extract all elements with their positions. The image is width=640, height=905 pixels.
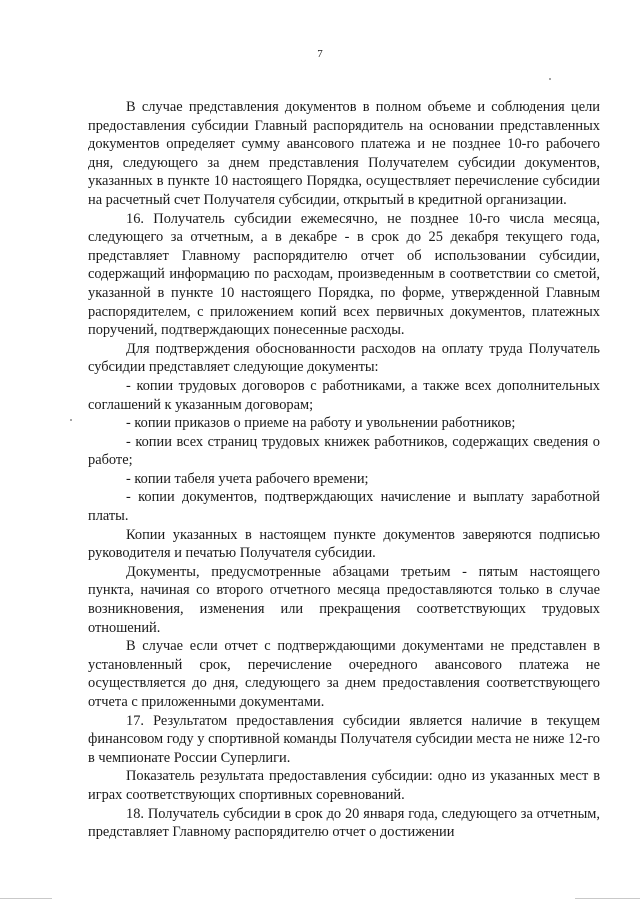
list-item-timesheet: - копии табеля учета рабочего времени;: [126, 470, 369, 487]
scan-edge-line: [575, 898, 640, 899]
paragraph-certification: Копии указанных в настоящем пункте документов заверяются подписью руководителя и печатью Получателя субсидии.: [88, 526, 600, 562]
paragraph-item-17: 17. Результатом предоставления субсидии является наличие в текущем финансовом году у спортивной команды Получателя субсидии места не ниже 12-го в чемпионате России Суперлиги.: [88, 712, 600, 766]
paragraph-advance-payment: В случае представления документов в полном объеме и соблюдения цели предоставления субсидии Главный распорядитель на основании представленных документов определяет сумму авансового платежа и не позднее 10-го рабочего дня, следующего за днем представления Получателем субсидии документов, указанных в пункте 10 настоящего Порядка, осуществляет перечисление субсидии на расчетный счет Получателя субсидии, открытый в кредитной организации.: [88, 99, 600, 208]
list-item-labor-contracts: - копии трудовых договоров с работниками, а также всех дополнительных соглашений к указанным договорам;: [88, 377, 600, 413]
paragraph-labor-costs: Для подтверждения обоснованности расходов на оплату труда Получатель субсидии представляет следующие документы:: [88, 340, 600, 376]
paragraph-report-deadline: В случае если отчет с подтверждающими документами не представлен в установленный срок, перечисление очередного авансового платежа не осуществляется до дня, следующего за днем предоставления соответствующего отчета с приложенными документами.: [88, 638, 600, 710]
scan-speck: [549, 78, 551, 80]
document-body: [88, 98, 600, 842]
list-item-work-record-books: - копии всех страниц трудовых книжек работников, содержащих сведения о работе;: [88, 433, 600, 469]
paragraph-item-16: 16. Получатель субсидии ежемесячно, не позднее 10-го числа месяца, следующего за отчетным, а в декабре - в срок до 25 декабря текущего года, представляет Главному распорядителю отчет об использовании субсидии, содержащий информацию по расходам, произведенным в соответствии со сметой, указанной в пункте 10 настоящего Порядка, по форме, утвержденной Главным распорядителем, с приложением копий всех первичных документов, платежных поручений, подтверждающих понесенные расходы.: [88, 210, 600, 339]
paragraph-result-indicator: Показатель результата предоставления субсидии: одно из указанных мест в играх соответствующих спортивных соревнований.: [88, 768, 600, 803]
page-number: 7: [317, 48, 323, 60]
list-item-payroll-documents: - копии документов, подтверждающих начисление и выплату заработной платы.: [88, 489, 600, 525]
list-item-hiring-orders: - копии приказов о приеме на работу и увольнении работников;: [126, 415, 516, 432]
paragraph-item-18: 18. Получатель субсидии в срок до 20 января года, следующего за отчетным, представляет Главному распорядителю отчет о достижении: [88, 805, 600, 841]
scan-edge-line: [0, 898, 52, 899]
paragraph-documents-provision: Документы, предусмотренные абзацами третьим - пятым настоящего пункта, начиная со второго отчетного месяца предоставляются только в случае возникновения, изменения или прекращения соответствующих трудовых отношений.: [88, 563, 600, 636]
scan-speck: [70, 419, 72, 421]
